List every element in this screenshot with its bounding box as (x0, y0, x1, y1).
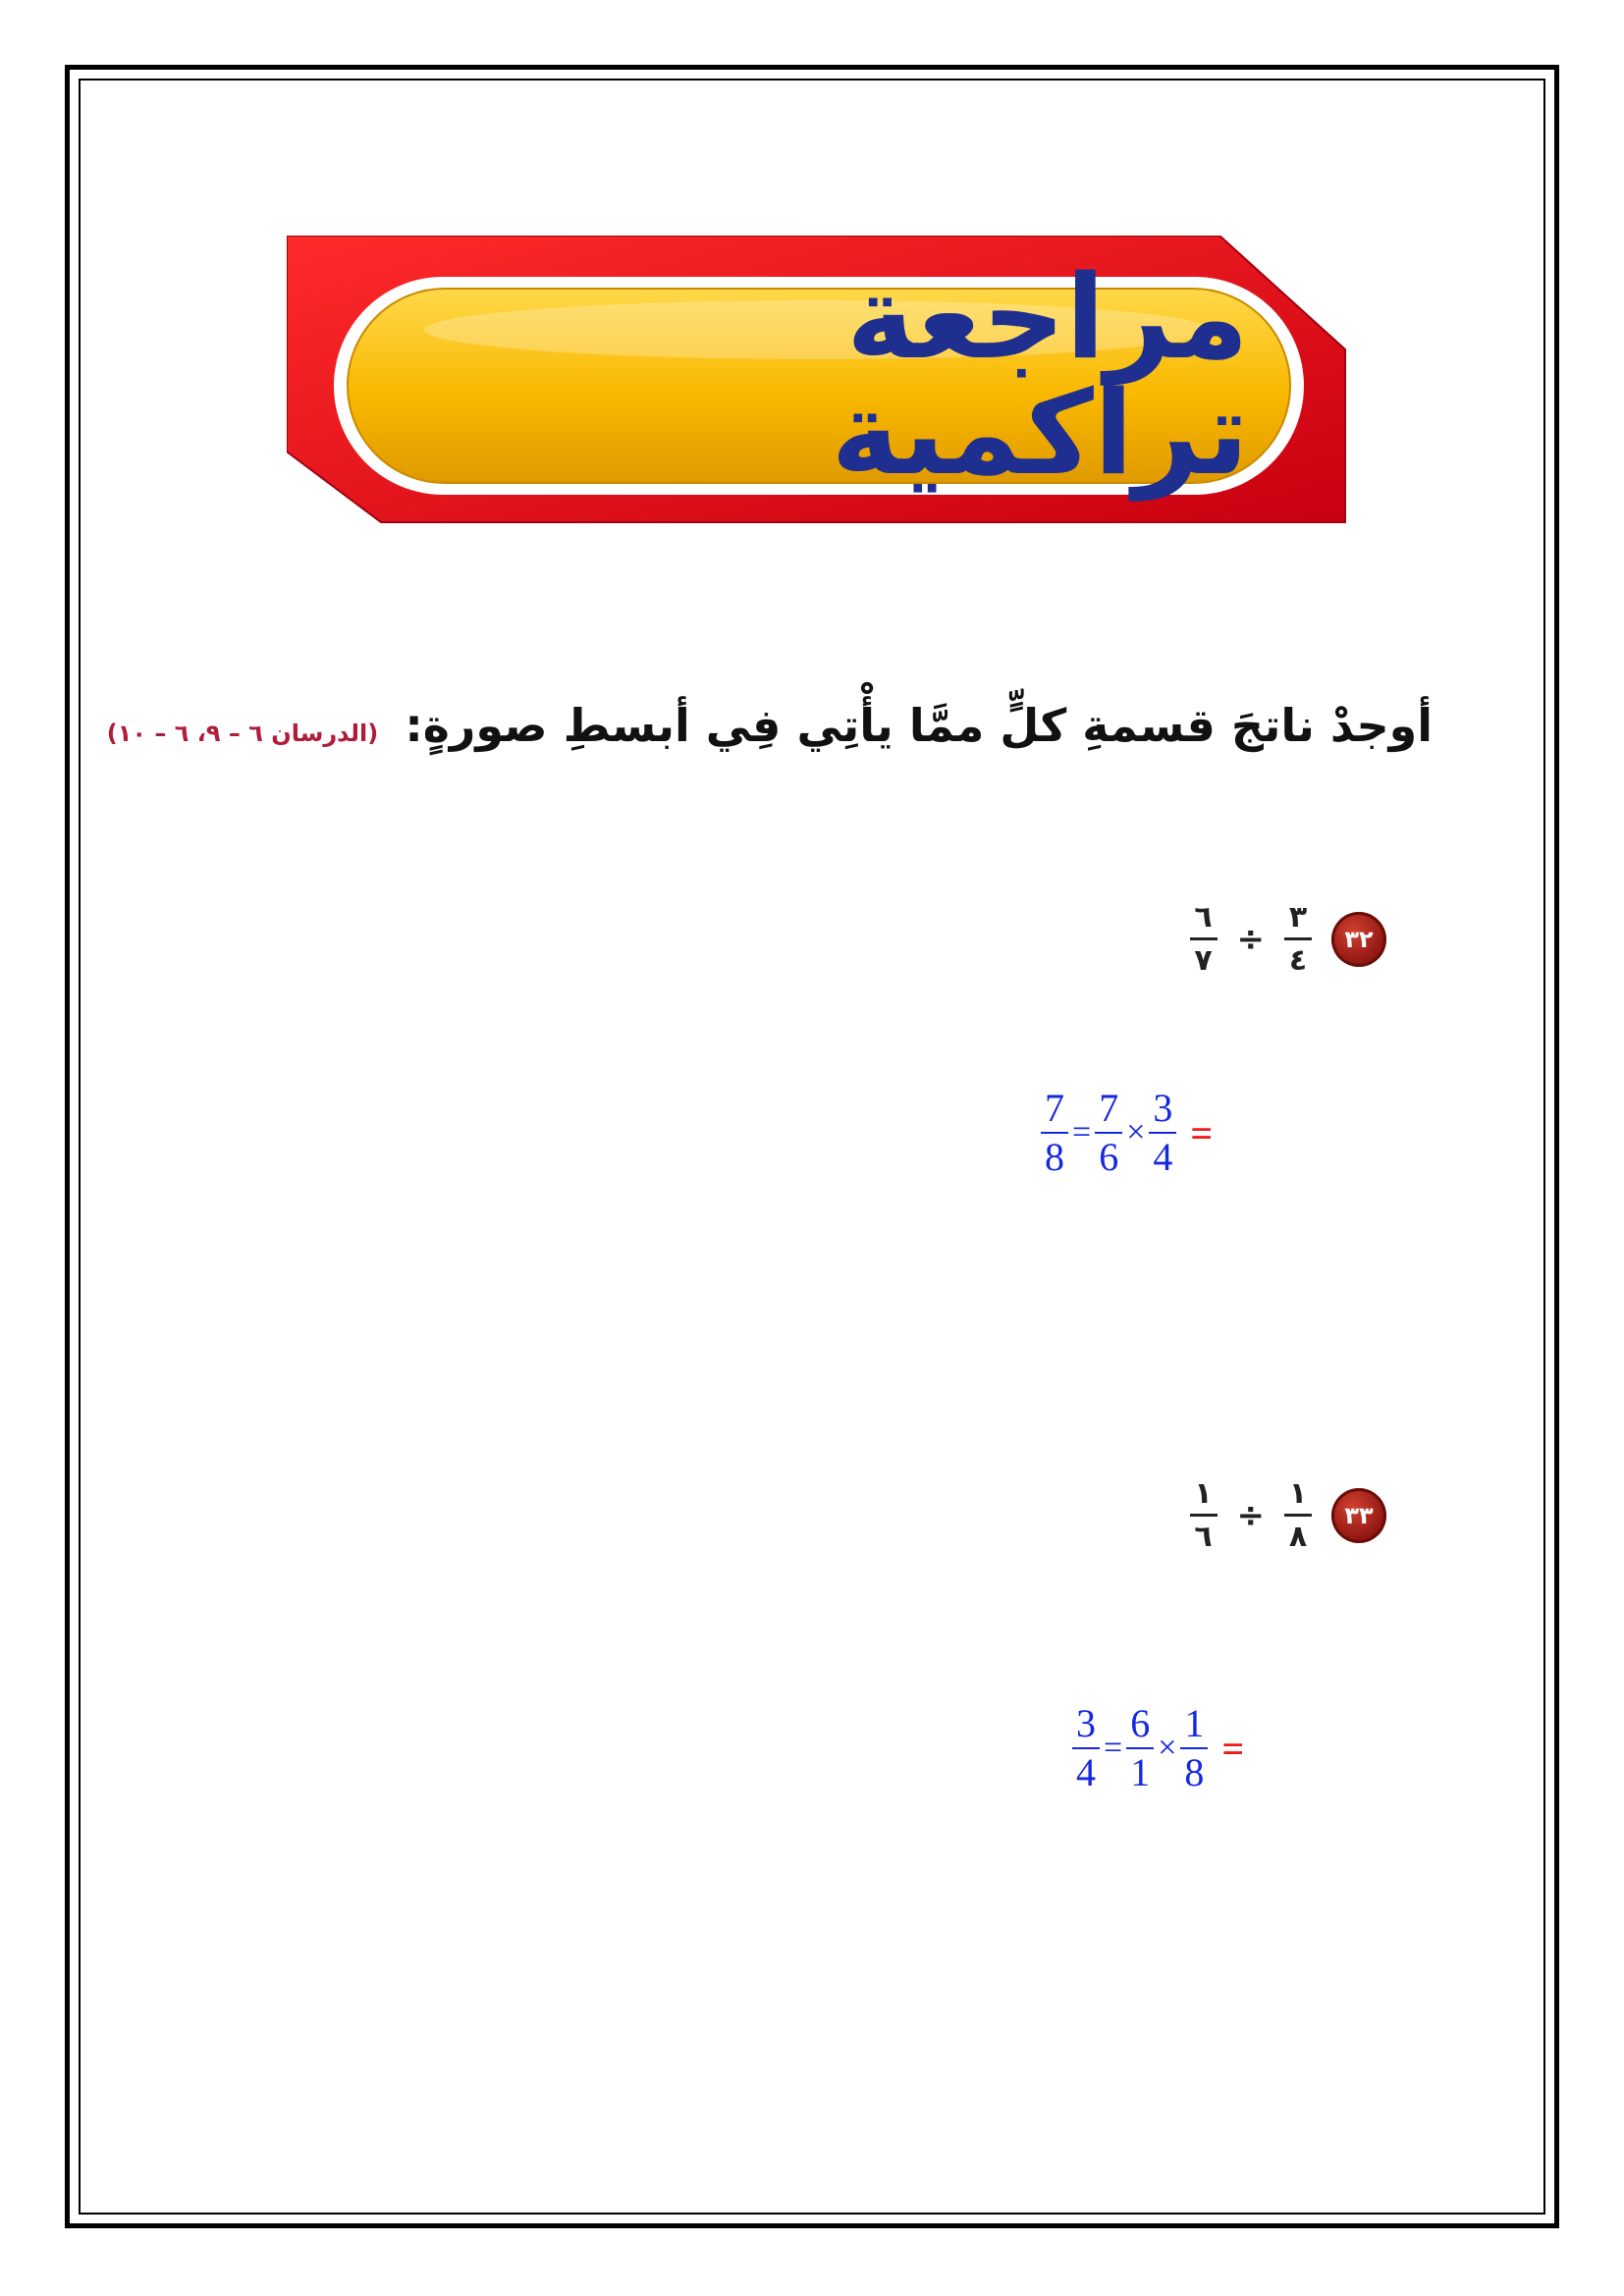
numerator: ١ (1288, 1476, 1308, 1511)
result-fraction (1041, 1088, 1068, 1178)
instruction-line (106, 699, 1433, 752)
denominator: 8 (1184, 1750, 1205, 1794)
multiply-sign: × (1126, 1114, 1146, 1150)
page-title: مراجعة تراكمية (831, 249, 1249, 501)
numerator: ١ (1194, 1476, 1213, 1511)
title-banner (287, 236, 1347, 526)
numerator: ٣ (1288, 900, 1308, 934)
multiply-sign: × (1158, 1730, 1177, 1766)
first-fraction (1149, 1088, 1176, 1178)
exercise-number-badge: ٣٣ (1331, 1488, 1386, 1543)
denominator: 4 (1153, 1135, 1173, 1179)
instruction-text: أوجدْ ناتجَ قسمةِ كلٍّ ممَّا يأْتِي فِي أبسطِ صورةٍ: (405, 699, 1433, 752)
numerator: 6 (1130, 1701, 1151, 1745)
numerator: 3 (1076, 1701, 1096, 1745)
denominator: 6 (1099, 1135, 1119, 1179)
numerator: ٦ (1194, 900, 1213, 934)
solution-32 (1041, 1088, 1213, 1178)
result-fraction (1072, 1703, 1100, 1793)
fraction-dividend (1190, 1477, 1218, 1553)
denominator: ٤ (1288, 943, 1308, 978)
reciprocal-fraction (1095, 1088, 1122, 1178)
red-equals-sign: = (1190, 1110, 1214, 1155)
reciprocal-fraction (1126, 1703, 1154, 1793)
denominator: 8 (1045, 1135, 1064, 1179)
division-sign: ÷ (1236, 919, 1265, 959)
denominator: ٨ (1288, 1520, 1308, 1554)
red-equals-sign: = (1221, 1726, 1245, 1771)
equals-sign: = (1072, 1114, 1092, 1150)
equals-sign: = (1104, 1730, 1123, 1766)
denominator: ٦ (1194, 1520, 1213, 1554)
exercise-32 (1190, 901, 1387, 977)
numerator: 3 (1153, 1086, 1173, 1130)
exercise-number-badge: ٣٢ (1331, 912, 1386, 967)
fraction-divisor (1284, 1477, 1312, 1553)
numerator: 1 (1184, 1701, 1205, 1745)
first-fraction (1180, 1703, 1208, 1793)
numerator: 7 (1099, 1086, 1119, 1130)
numerator: 7 (1045, 1086, 1064, 1130)
solution-33 (1072, 1703, 1244, 1793)
denominator: ٧ (1194, 943, 1213, 978)
fraction-divisor (1284, 901, 1312, 977)
denominator: 1 (1130, 1750, 1151, 1794)
division-sign: ÷ (1236, 1495, 1265, 1535)
lesson-reference: (الدرسان ٦ – ٩، ٦ – ١٠) (106, 720, 379, 747)
denominator: 4 (1076, 1750, 1096, 1794)
exercise-33 (1190, 1477, 1387, 1553)
fraction-dividend (1190, 901, 1218, 977)
